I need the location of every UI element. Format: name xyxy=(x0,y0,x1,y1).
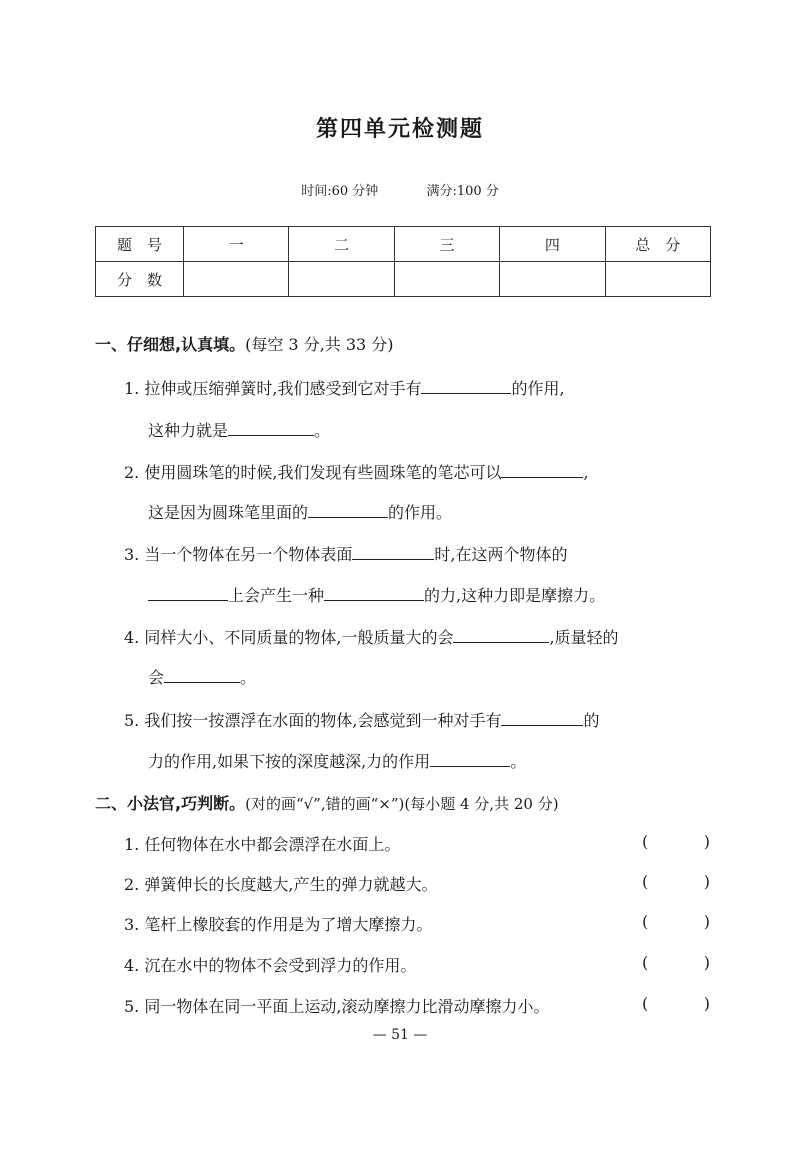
answer-parentheses[interactable]: ( ) xyxy=(642,953,710,972)
score-table-header-row xyxy=(96,227,711,262)
question-1-line-2: 这种力就是 。 xyxy=(148,421,331,440)
answer-blank[interactable] xyxy=(453,641,549,643)
judge-item: 4. 沉在水中的物体不会受到浮力的作用。 xyxy=(124,956,417,975)
section-1-heading: 一、仔细想,认真填。(每空 3 分,共 33 分) xyxy=(95,335,394,354)
answer-parentheses[interactable]: ( ) xyxy=(642,872,710,891)
question-3-line-1: 3. 当一个物体在另一个物体表面 时,在这两个物体的 xyxy=(124,545,568,564)
score-cell[interactable] xyxy=(184,262,289,297)
answer-parentheses[interactable]: ( ) xyxy=(642,832,710,851)
exam-meta xyxy=(0,180,800,199)
answer-blank[interactable] xyxy=(421,392,511,394)
judge-item: 5. 同一物体在同一平面上运动,滚动摩擦力比滑动摩擦力小。 xyxy=(124,997,550,1016)
section-2-heading: 二、小法官,巧判断。(对的画“√”,错的画“×”)(每小题 4 分,共 20 分) xyxy=(95,794,559,813)
question-4-line-2: 会 。 xyxy=(148,668,257,687)
score-cell[interactable] xyxy=(605,262,710,297)
question-5-line-2: 力的作用,如果下按的深度越深,力的作用 。 xyxy=(148,752,527,771)
answer-blank[interactable] xyxy=(164,681,240,683)
answer-blank[interactable] xyxy=(148,599,228,601)
time-limit: 时间:60 分钟 xyxy=(301,184,379,199)
answer-blank[interactable] xyxy=(352,558,434,560)
question-3-line-2: 上会产生一种 的力,这种力即是摩擦力。 xyxy=(148,583,605,606)
full-score: 满分:100 分 xyxy=(426,184,499,199)
question-1-line-1: 1. 拉伸或压缩弹簧时,我们感受到它对手有 的作用, xyxy=(124,379,565,398)
header-cell: 总 分 xyxy=(605,227,710,262)
answer-blank[interactable] xyxy=(308,516,388,518)
judge-item: 1. 任何物体在水中都会漂浮在水面上。 xyxy=(124,835,401,854)
header-cell: 二 xyxy=(289,227,394,262)
header-cell: 题 号 xyxy=(96,227,184,262)
header-cell: 三 xyxy=(394,227,499,262)
question-5-line-1: 5. 我们按一按漂浮在水面的物体,会感觉到一种对手有 的 xyxy=(124,711,600,730)
score-table-score-row xyxy=(96,262,711,297)
score-cell[interactable] xyxy=(289,262,394,297)
answer-blank[interactable] xyxy=(501,724,583,726)
page-number: — 51 — xyxy=(372,1027,428,1043)
answer-blank[interactable] xyxy=(430,765,510,767)
score-cell[interactable] xyxy=(394,262,499,297)
row-label: 分 数 xyxy=(96,262,184,297)
question-2-line-2: 这是因为圆珠笔里面的 的作用。 xyxy=(148,503,453,522)
answer-parentheses[interactable]: ( ) xyxy=(642,994,710,1013)
header-cell: 四 xyxy=(500,227,605,262)
answer-parentheses[interactable]: ( ) xyxy=(642,912,710,931)
header-cell: 一 xyxy=(184,227,289,262)
judge-item: 2. 弹簧伸长的长度越大,产生的弹力就越大。 xyxy=(124,875,438,894)
page-title: 第四单元检测题 xyxy=(315,117,484,142)
answer-blank[interactable] xyxy=(228,434,314,436)
score-table xyxy=(95,226,711,297)
question-4-line-1: 4. 同样大小、不同质量的物体,一般质量大的会 ,质量轻的 xyxy=(124,628,619,647)
answer-blank[interactable] xyxy=(501,476,583,478)
question-2-line-1: 2. 使用圆珠笔的时候,我们发现有些圆珠笔的笔芯可以 , xyxy=(124,463,589,482)
judge-item: 3. 笔杆上橡胶套的作用是为了增大摩擦力。 xyxy=(124,915,433,934)
score-cell[interactable] xyxy=(500,262,605,297)
answer-blank[interactable] xyxy=(324,599,424,601)
